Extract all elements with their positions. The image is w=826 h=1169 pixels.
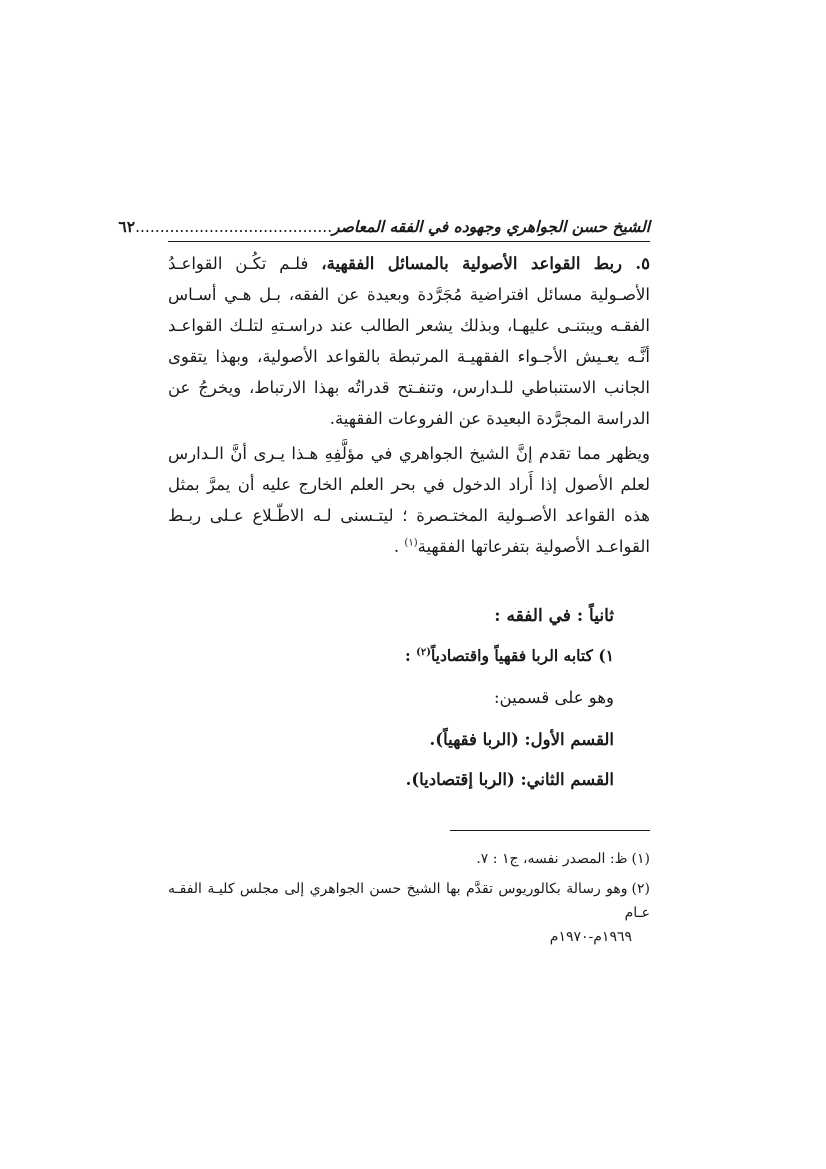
footnote-number: (١) [631,851,650,867]
footnote-number: (٢) [631,881,650,897]
footnote-reference-2[interactable]: (٢) [416,646,431,658]
footnote-separator [450,830,650,831]
footnote-text: وهو رسالة بكالوريوس تقدَّم بها الشيخ حسن الجواهري إلى مجلس كليـة الفقـه عـام [168,881,650,921]
part-two: القسم الثاني: (الربا إقتصاديا). [405,770,614,789]
paragraph-text: فلـم تكُـن القواعـدُ الأصـولية مسائل افتراضية مُجَرَّدة وبعيدة عن الفقه، بـل هـي أسـاس الفقـه ويبتنـى عليهـا، وبذلك يشعر الطالب عند دراسـتهِ لتلـك القواعـد أنَّـه يعـيش الأجـواء الفقهيـة المرتبطة بالقواعد الأصولية، وبهذا يتقوى الجانب الاستنباطي للـدارس، وتنفـتح قدراتُه بهذا الارتباط، ويخرجُ عن الدراسة المجرَّدة البعيدة عن الفروعات الفقهية. [168,254,650,428]
part-one: القسم الأول: (الربا فقهياً). [429,730,614,749]
footnote-2 [168,877,650,949]
paragraph-linking-principles [168,248,650,434]
paragraph-conclusion [168,438,650,562]
section-jurisprudence [168,596,650,800]
footnote-text: ظ: المصدر نفسه، ج١ : ٧. [476,851,628,867]
footnote-reference-1[interactable]: (١) [404,537,418,549]
section-heading: ثانياً : في الفقه : [494,606,614,626]
page-number: ٦٢ [118,217,136,236]
item-heading-end: : [404,646,417,665]
footnote-1 [168,847,650,871]
paragraph-text: ويظهر مما تقدم إنَّ الشيخ الجواهري في مؤلَّفِهِ هـذا يـرى أنَّ الـدارس لعلم الأصول إذا أَراد الدخول في بحر العلم الخارج عليه أن يمرَّ بمثل هذه القواعد الأصـولية المختـصرة ؛ ليتـسنى لـه الاطّـلاع عـلى ربـط القواعـد الأصولية بتفرعاتها الفقهية [168,444,650,556]
footnotes [168,847,650,949]
section-intro: وهو على قسمين: [494,688,614,707]
item-heading-riba-book [168,636,614,676]
paragraph-end: . [393,537,405,556]
header-leader-dots: ........................................ [135,218,333,236]
running-header [118,215,650,242]
item-heading-text: ١) كتابه الربا فقهياً واقتصادياً [430,646,614,665]
book-page [118,215,650,955]
book-title: الشيخ حسن الجواهري وجهوده في الفقه المعاصر [332,217,650,236]
footnote-continuation: ١٩٦٩م-١٩٧٠م [549,929,632,945]
paragraph-bold-lead: ٥. ربط القواعد الأصولية بالمسائل الفقهية، [321,254,650,273]
